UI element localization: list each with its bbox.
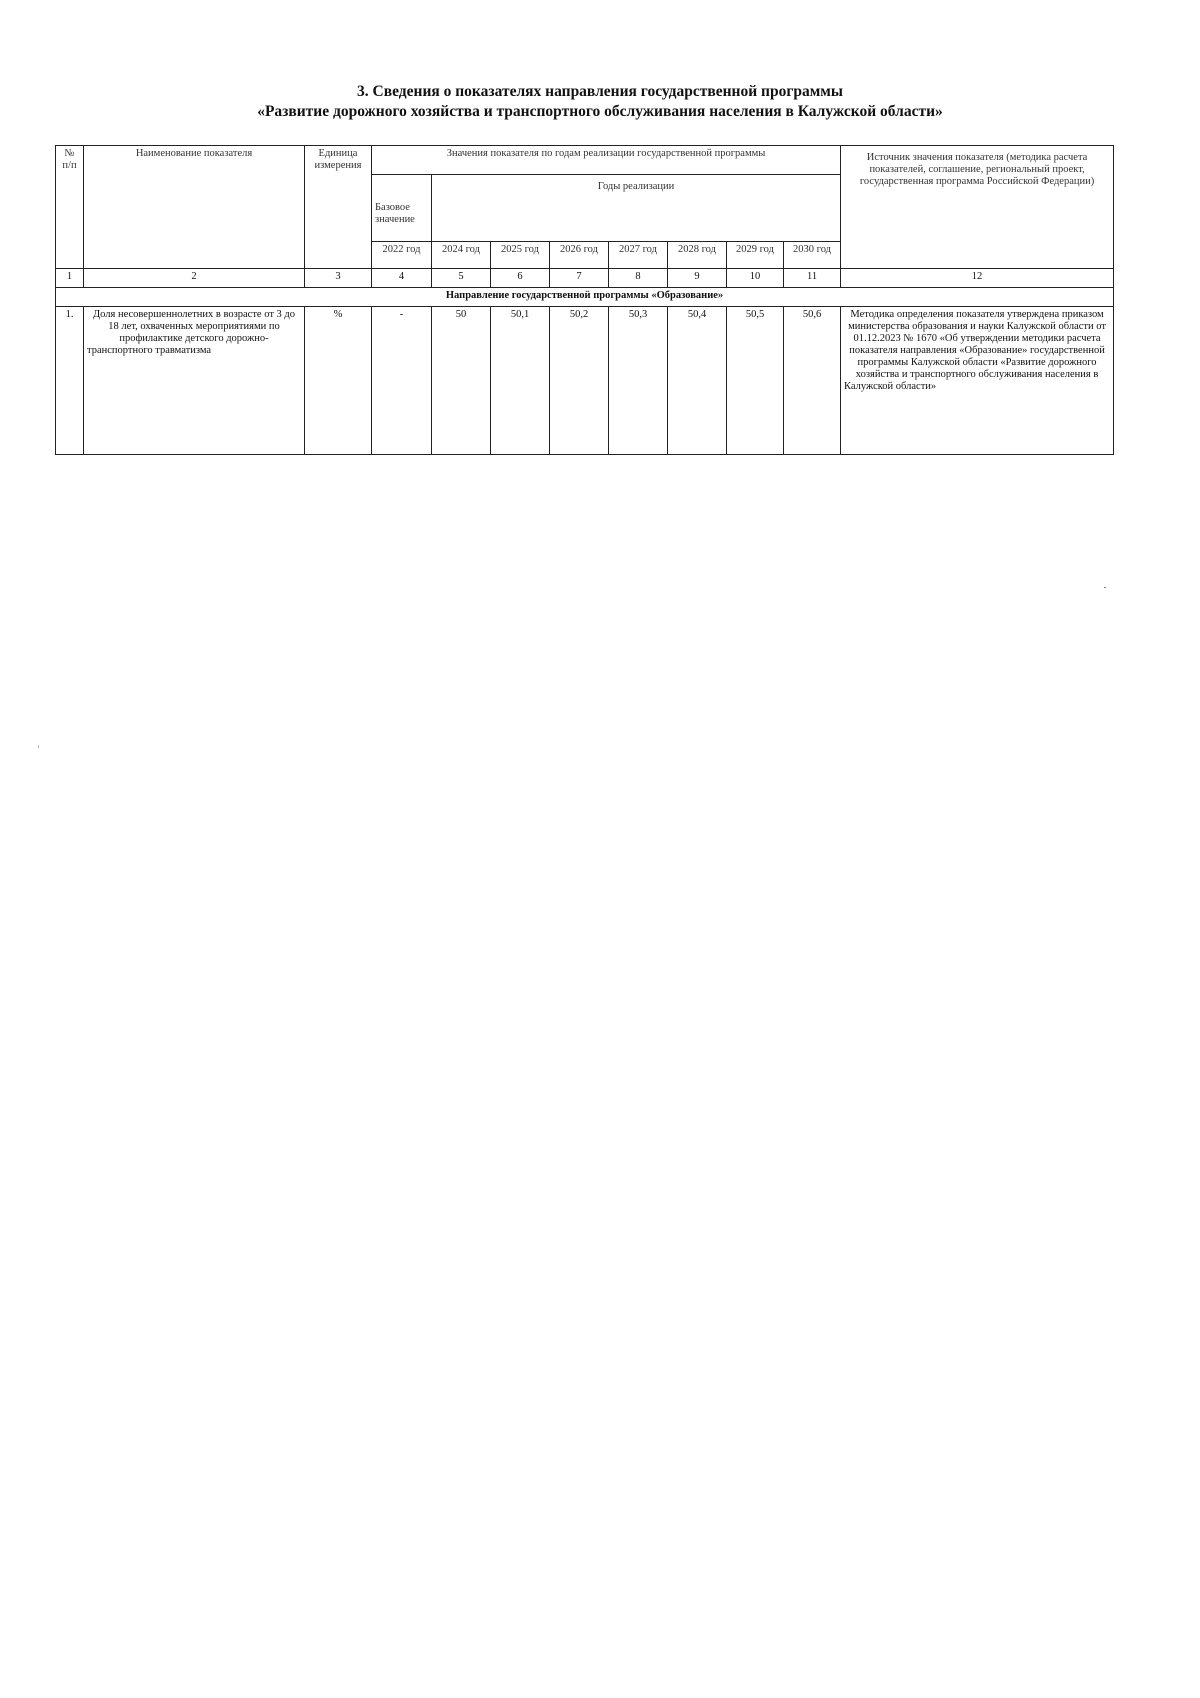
header-year: 2022 год	[372, 242, 432, 269]
header-year: 2029 год	[727, 242, 784, 269]
row-value: 50	[432, 307, 491, 455]
indicators-table	[55, 145, 1114, 455]
header-years-group	[432, 175, 841, 242]
header-name-text: Наименование показателя	[135, 148, 253, 159]
row-value: 50,3	[609, 307, 668, 455]
row-value: 50,5	[727, 307, 784, 455]
column-number: 3	[305, 269, 372, 288]
row-base-value: -	[372, 307, 432, 455]
header-values-group	[372, 146, 841, 175]
column-number: 12	[841, 269, 1114, 288]
header-year: 2024 год	[432, 242, 491, 269]
header-years-group-text: Годы реализации	[597, 181, 675, 192]
column-number: 5	[432, 269, 491, 288]
header-num-text: № п/п	[62, 148, 77, 171]
column-number: 8	[609, 269, 668, 288]
header-source-text: Источник значения показателя (методика расчета показателей, соглашение, региональный проект, государственная программа Российской Федерации)	[859, 152, 1095, 187]
header-year: 2025 год	[491, 242, 550, 269]
column-number: 10	[727, 269, 784, 288]
header-base-text: Базовое значение	[375, 202, 415, 225]
scan-speck	[38, 745, 39, 748]
scan-speck	[1104, 587, 1106, 588]
header-unit-text: Единица измерения	[314, 148, 362, 171]
column-number: 11	[784, 269, 841, 288]
row-source: Методика определения показателя утверждена приказом министерства образования и науки Калужской области от 01.12.2023 № 1670 «Об утверждении методики расчета показателя направления «Образование» государственной программы Калужской области «Развитие дорожного хозяйства и транспортного обслуживания населения в Калужской области»	[841, 307, 1114, 455]
column-number: 1	[56, 269, 84, 288]
header-unit	[305, 146, 372, 269]
row-unit: %	[305, 307, 372, 455]
header-year: 2026 год	[550, 242, 609, 269]
column-number: 2	[84, 269, 305, 288]
header-source	[841, 146, 1114, 269]
header-year: 2027 год	[609, 242, 668, 269]
column-number: 7	[550, 269, 609, 288]
column-number: 6	[491, 269, 550, 288]
row-value: 50,6	[784, 307, 841, 455]
column-number: 4	[372, 269, 432, 288]
title-line-2: «Развитие дорожного хозяйства и транспортного обслуживания населения в Калужской области»	[257, 103, 943, 120]
header-base	[372, 175, 432, 242]
row-value: 50,2	[550, 307, 609, 455]
column-number: 9	[668, 269, 727, 288]
table-row	[56, 307, 1114, 455]
header-values-group-text: Значения показателя по годам реализации государственной программы	[446, 148, 766, 159]
title-line-1: 3. Сведения о показателях направления государственной программы	[357, 83, 843, 100]
header-name	[84, 146, 305, 269]
row-value: 50,1	[491, 307, 550, 455]
row-num: 1.	[56, 307, 84, 455]
row-indicator-name: Доля несовершеннолетних в возрасте от 3 до 18 лет, охваченных мероприятиями по профилактике детского дорожно-транспортного травматизма	[84, 307, 305, 455]
header-year: 2028 год	[668, 242, 727, 269]
section-heading: Направление государственной программы «Образование»	[56, 288, 1114, 307]
document-title	[0, 82, 1200, 122]
header-num	[56, 146, 84, 269]
header-year: 2030 год	[784, 242, 841, 269]
row-value: 50,4	[668, 307, 727, 455]
